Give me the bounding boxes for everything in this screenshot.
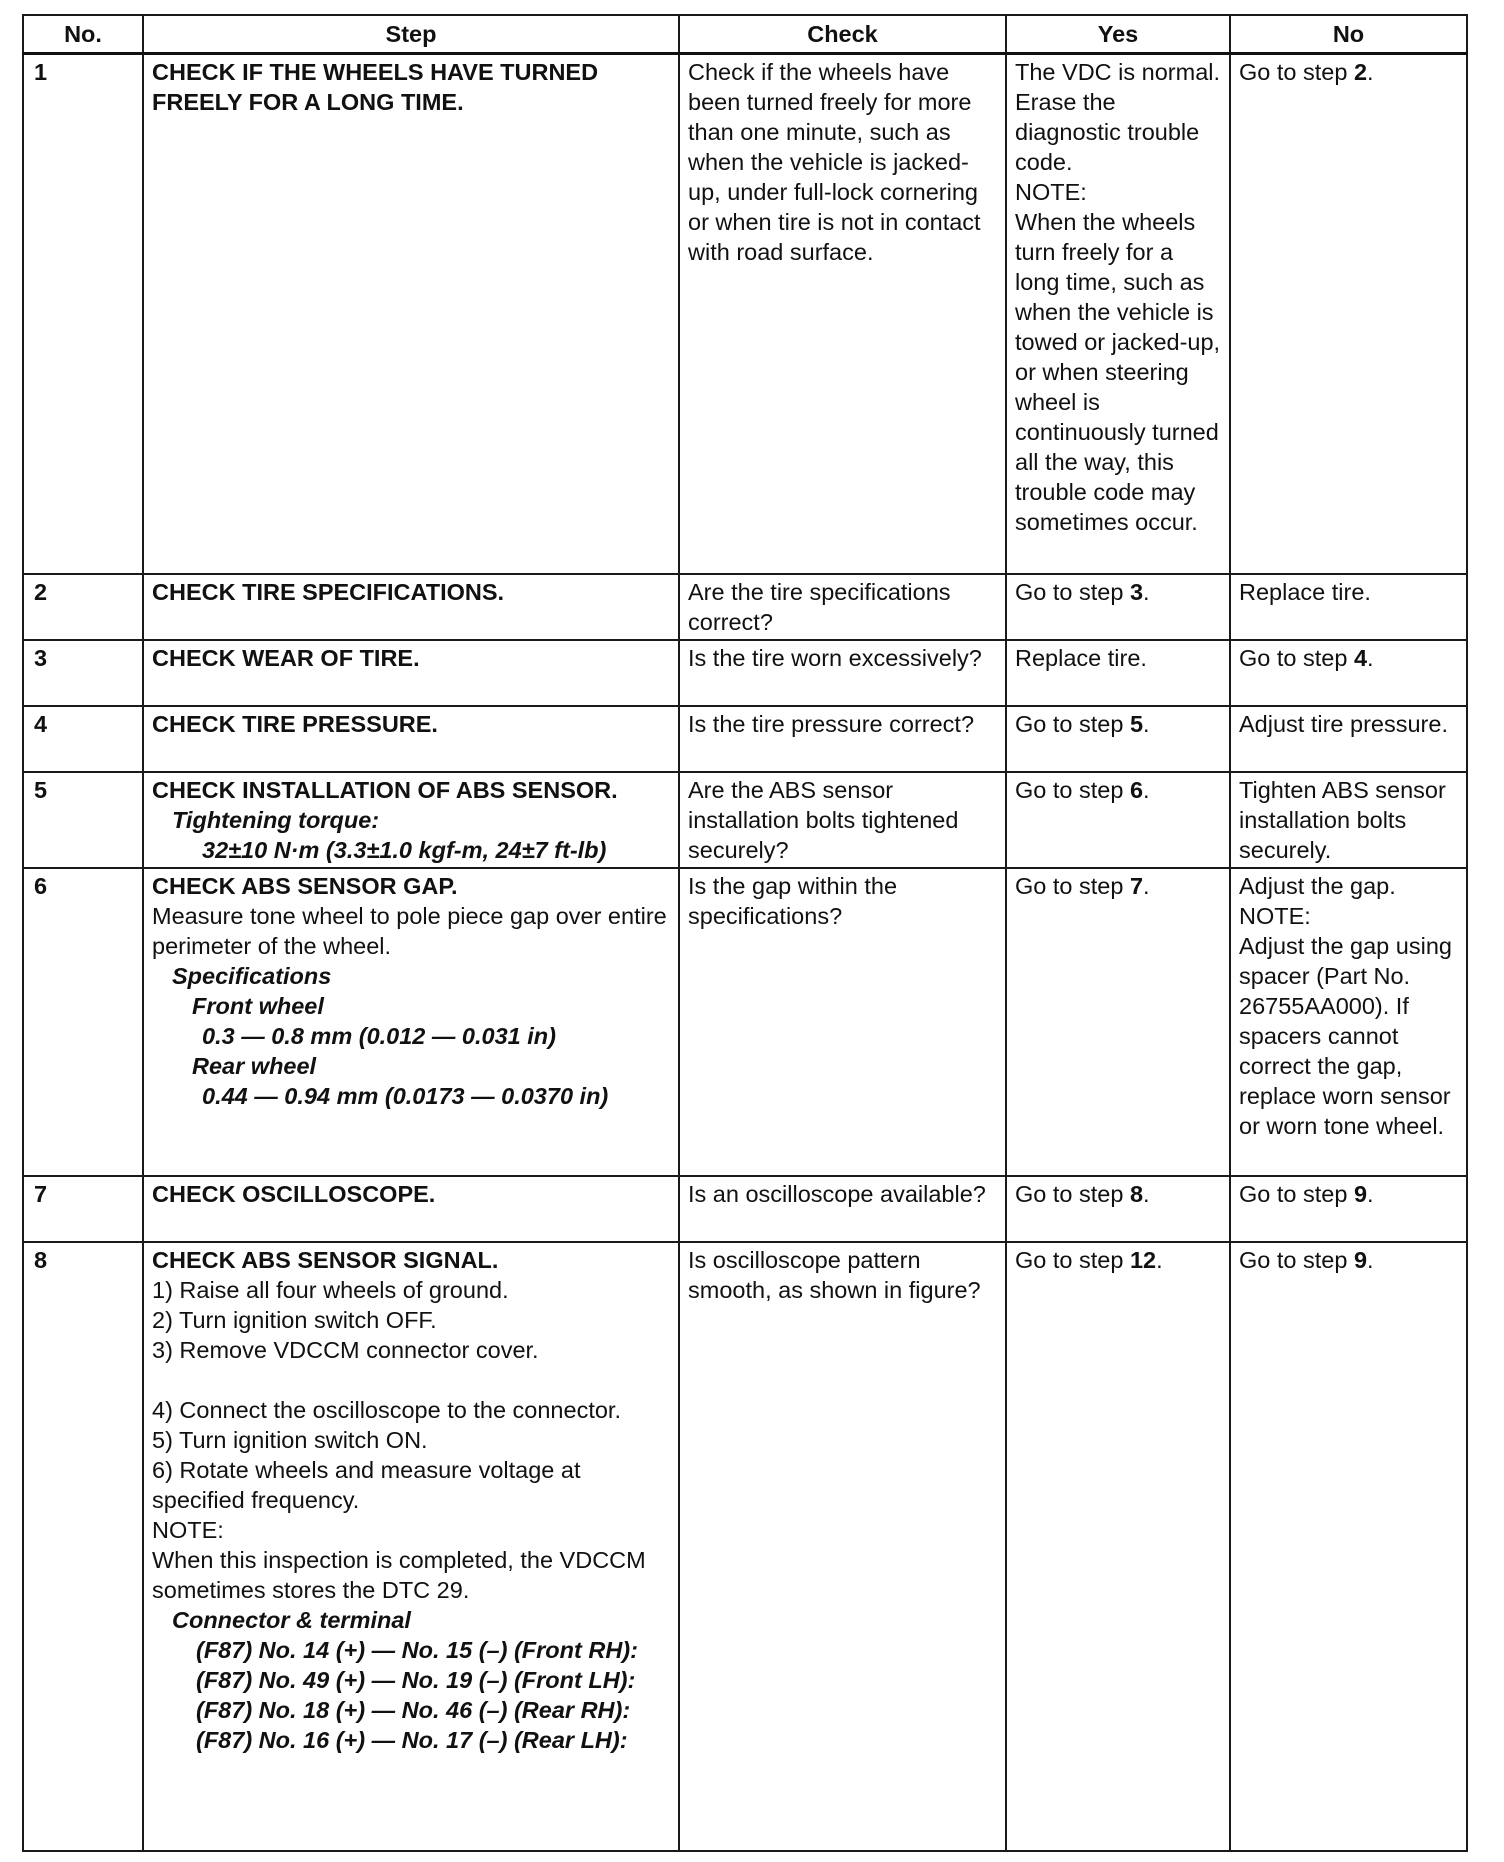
yes-suffix: . [1143, 872, 1150, 899]
no-step-ref: 9 [1353, 1246, 1368, 1273]
yes-suffix: . [1143, 776, 1150, 803]
front-wheel-label: Front wheel [192, 992, 324, 1019]
check-cell: Are the ABS sensor installation bolts tightened securely? [679, 772, 1006, 868]
yes-cell [1006, 772, 1230, 868]
yes-suffix: . [1156, 1246, 1163, 1273]
step-title: CHECK INSTALLATION OF ABS SENSOR. [152, 776, 618, 803]
row-number: 3 [23, 640, 143, 706]
step-cell [143, 640, 679, 706]
no-cell [1230, 1242, 1467, 1852]
yes-prefix: Go to step [1015, 710, 1130, 737]
table-row [23, 1176, 1467, 1242]
no-cell [1230, 54, 1467, 574]
front-wheel-value: 0.3 — 0.8 mm (0.012 — 0.031 in) [202, 1022, 556, 1049]
spec-label: Tightening torque: [172, 806, 380, 833]
row-number: 5 [23, 772, 143, 868]
connector-terminal: (F87) No. 14 (+) — No. 15 (–) (Front RH): [196, 1636, 638, 1663]
step-title: CHECK ABS SENSOR SIGNAL. [152, 1246, 499, 1273]
note-text: When this inspection is completed, the VDCCM sometimes stores the DTC 29. [152, 1546, 646, 1603]
table-row [23, 706, 1467, 772]
row-number: 7 [23, 1176, 143, 1242]
procedure-step: 6) Rotate wheels and measure voltage at specified frequency. [152, 1456, 581, 1513]
step-cell [143, 868, 679, 1176]
table-row [23, 574, 1467, 640]
header-no-result: No [1230, 15, 1467, 54]
step-cell [143, 1242, 679, 1852]
spacer [152, 1365, 672, 1395]
yes-suffix: . [1143, 710, 1150, 737]
yes-note-label: NOTE: [1015, 179, 1087, 205]
yes-cell [1006, 706, 1230, 772]
no-note-label: NOTE: [1239, 902, 1311, 929]
step-cell [143, 706, 679, 772]
no-cell [1230, 868, 1467, 1176]
no-cell: Adjust tire pressure. [1230, 706, 1467, 772]
step-cell [143, 1176, 679, 1242]
yes-cell [1006, 1242, 1230, 1852]
no-prefix: Go to step [1239, 644, 1354, 671]
header-no: No. [23, 15, 143, 54]
connector-terminal: (F87) No. 18 (+) — No. 46 (–) (Rear RH): [196, 1696, 631, 1723]
table-row [23, 1242, 1467, 1852]
yes-cell [1006, 54, 1230, 574]
no-step-ref: 2 [1353, 59, 1368, 85]
procedure-step: 2) Turn ignition switch OFF. [152, 1306, 437, 1333]
yes-prefix: Go to step [1015, 578, 1130, 605]
step-cell [143, 772, 679, 868]
yes-prefix: Go to step [1015, 872, 1130, 899]
yes-suffix: . [1143, 1180, 1150, 1207]
no-prefix: Go to step [1239, 1180, 1354, 1207]
check-cell: Is an oscilloscope available? [679, 1176, 1006, 1242]
step-title: CHECK TIRE PRESSURE. [152, 710, 438, 737]
procedure-step: 5) Turn ignition switch ON. [152, 1426, 428, 1453]
procedure-step: 4) Connect the oscilloscope to the connector. [152, 1396, 621, 1423]
spec-label: Specifications [172, 962, 332, 989]
rear-wheel-label: Rear wheel [192, 1052, 317, 1079]
no-text: Adjust the gap. [1239, 872, 1396, 899]
no-prefix: Go to step [1239, 1246, 1354, 1273]
yes-cell: Replace tire. [1006, 640, 1230, 706]
step-title: CHECK TIRE SPECIFICATIONS. [152, 578, 505, 605]
yes-cell [1006, 1176, 1230, 1242]
no-suffix: . [1367, 644, 1374, 671]
yes-step-ref: 6 [1129, 776, 1144, 803]
step-title: CHECK ABS SENSOR GAP. [152, 872, 458, 899]
yes-prefix: Go to step [1015, 776, 1130, 803]
step-title: CHECK OSCILLOSCOPE. [152, 1180, 436, 1207]
row-number: 8 [23, 1242, 143, 1852]
header-step: Step [143, 15, 679, 54]
check-cell: Check if the wheels have been turned freely for more than one minute, such as when the vehicle is jacked-up, under full-lock cornering or when tire is not in contact with road surface. [679, 54, 1006, 574]
yes-cell [1006, 868, 1230, 1176]
no-cell: Replace tire. [1230, 574, 1467, 640]
no-cell [1230, 640, 1467, 706]
step-cell [143, 54, 679, 574]
yes-step-ref: 12 [1129, 1246, 1157, 1273]
no-cell: Tighten ABS sensor installation bolts securely. [1230, 772, 1467, 868]
diagnostic-table [22, 14, 1468, 1852]
procedure-step: 3) Remove VDCCM connector cover. [152, 1336, 539, 1363]
table-row [23, 772, 1467, 868]
procedure-step: 1) Raise all four wheels of ground. [152, 1276, 509, 1303]
table-row [23, 868, 1467, 1176]
yes-step-ref: 5 [1129, 710, 1144, 737]
yes-note-text: When the wheels turn freely for a long time, such as when the vehicle is towed or jacked-up, or when steering wheel is continuously turned all the way, this trouble code may sometimes occur. [1015, 209, 1221, 535]
row-number: 2 [23, 574, 143, 640]
yes-text: The VDC is normal. Erase the diagnostic trouble code. [1015, 59, 1221, 175]
table-row [23, 640, 1467, 706]
check-cell: Is oscilloscope pattern smooth, as shown in figure? [679, 1242, 1006, 1852]
step-title: CHECK IF THE WHEELS HAVE TURNED FREELY FOR A LONG TIME. [152, 59, 599, 115]
yes-step-ref: 7 [1129, 872, 1144, 899]
yes-suffix: . [1143, 578, 1150, 605]
no-suffix: . [1367, 1180, 1374, 1207]
connector-terminal: (F87) No. 49 (+) — No. 19 (–) (Front LH): [196, 1666, 636, 1693]
step-text: Measure tone wheel to pole piece gap over entire perimeter of the wheel. [152, 902, 667, 959]
no-cell [1230, 1176, 1467, 1242]
yes-prefix: Go to step [1015, 1246, 1130, 1273]
row-number: 1 [23, 54, 143, 574]
yes-cell [1006, 574, 1230, 640]
table-row [23, 54, 1467, 574]
step-title: CHECK WEAR OF TIRE. [152, 644, 420, 671]
yes-prefix: Go to step [1015, 1180, 1130, 1207]
note-label: NOTE: [152, 1516, 224, 1543]
yes-step-ref: 3 [1129, 578, 1144, 605]
row-number: 6 [23, 868, 143, 1176]
connector-label: Connector & terminal [172, 1606, 411, 1633]
header-check: Check [679, 15, 1006, 54]
no-step-ref: 4 [1353, 644, 1368, 671]
spec-value: 32±10 N·m (3.3±1.0 kgf-m, 24±7 ft-lb) [202, 836, 607, 863]
check-cell: Is the gap within the specifications? [679, 868, 1006, 1176]
check-cell: Is the tire pressure correct? [679, 706, 1006, 772]
no-note-text: Adjust the gap using spacer (Part No. 26755AA000). If spacers cannot correct the gap, replace worn sensor or worn tone wheel. [1239, 932, 1452, 1139]
no-step-ref: 9 [1353, 1180, 1368, 1207]
yes-step-ref: 8 [1129, 1180, 1144, 1207]
header-row [23, 15, 1467, 54]
connector-terminal: (F87) No. 16 (+) — No. 17 (–) (Rear LH): [196, 1726, 628, 1753]
row-number: 4 [23, 706, 143, 772]
check-cell: Are the tire specifications correct? [679, 574, 1006, 640]
step-cell [143, 574, 679, 640]
check-cell: Is the tire worn excessively? [679, 640, 1006, 706]
header-yes: Yes [1006, 15, 1230, 54]
no-suffix: . [1367, 59, 1374, 85]
no-prefix: Go to step [1239, 59, 1354, 85]
no-suffix: . [1367, 1246, 1374, 1273]
rear-wheel-value: 0.44 — 0.94 mm (0.0173 — 0.0370 in) [202, 1082, 609, 1109]
